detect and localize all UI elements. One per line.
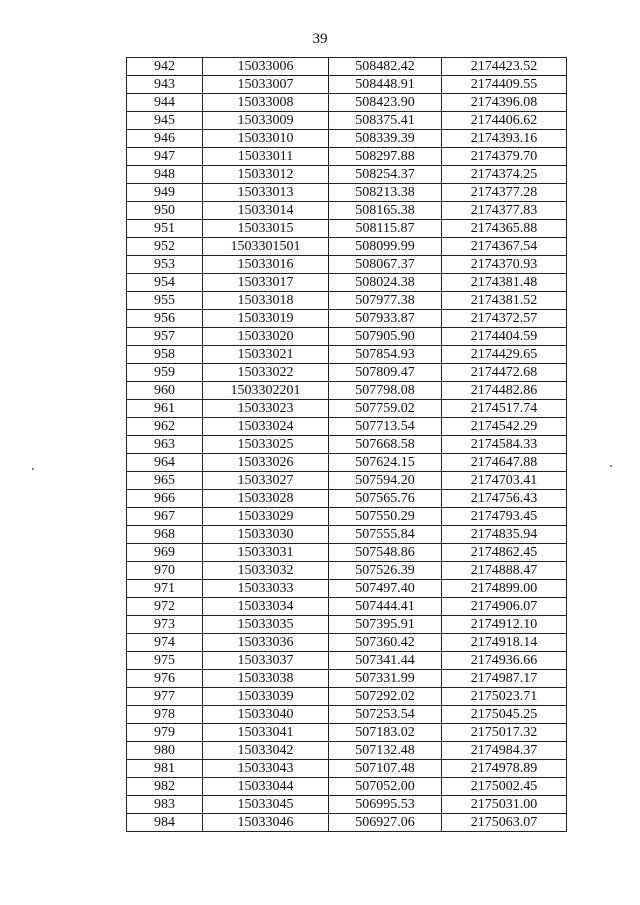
table-row [127, 544, 567, 562]
table-row [127, 292, 567, 310]
y-coordinate-cell: 2174370.93 [442, 256, 567, 274]
y-coordinate-cell: 2174936.66 [442, 652, 567, 670]
table-row [127, 400, 567, 418]
table-row [127, 526, 567, 544]
table-row [127, 454, 567, 472]
table-row [127, 148, 567, 166]
y-coordinate-cell: 2175031.00 [442, 796, 567, 814]
coordinates-table-container [126, 57, 567, 832]
row-number-cell: 949 [127, 184, 203, 202]
row-number-cell: 967 [127, 508, 203, 526]
y-coordinate-cell: 2174429.65 [442, 346, 567, 364]
row-number-cell: 948 [127, 166, 203, 184]
x-coordinate-cell: 507132.48 [329, 742, 442, 760]
y-coordinate-cell: 2174404.59 [442, 328, 567, 346]
point-id-cell: 15033032 [203, 562, 329, 580]
x-coordinate-cell: 507905.90 [329, 328, 442, 346]
row-number-cell: 962 [127, 418, 203, 436]
row-number-cell: 959 [127, 364, 203, 382]
table-row [127, 814, 567, 832]
table-row [127, 220, 567, 238]
table-row [127, 796, 567, 814]
point-id-cell: 15033045 [203, 796, 329, 814]
y-coordinate-cell: 2175045.25 [442, 706, 567, 724]
y-coordinate-cell: 2174978.89 [442, 760, 567, 778]
y-coordinate-cell: 2175017.32 [442, 724, 567, 742]
y-coordinate-cell: 2174984.37 [442, 742, 567, 760]
y-coordinate-cell: 2175002.45 [442, 778, 567, 796]
x-coordinate-cell: 507253.54 [329, 706, 442, 724]
table-row [127, 184, 567, 202]
table-row [127, 760, 567, 778]
x-coordinate-cell: 507668.58 [329, 436, 442, 454]
y-coordinate-cell: 2174756.43 [442, 490, 567, 508]
table-row [127, 130, 567, 148]
row-number-cell: 963 [127, 436, 203, 454]
table-row [127, 274, 567, 292]
table-row [127, 94, 567, 112]
point-id-cell: 1503301501 [203, 238, 329, 256]
row-number-cell: 984 [127, 814, 203, 832]
x-coordinate-cell: 508482.42 [329, 58, 442, 76]
table-row [127, 256, 567, 274]
row-number-cell: 953 [127, 256, 203, 274]
row-number-cell: 945 [127, 112, 203, 130]
point-id-cell: 15033034 [203, 598, 329, 616]
y-coordinate-cell: 2174647.88 [442, 454, 567, 472]
row-number-cell: 974 [127, 634, 203, 652]
point-id-cell: 15033008 [203, 94, 329, 112]
y-coordinate-cell: 2174912.10 [442, 616, 567, 634]
point-id-cell: 1503302201 [203, 382, 329, 400]
row-number-cell: 964 [127, 454, 203, 472]
row-number-cell: 957 [127, 328, 203, 346]
row-number-cell: 979 [127, 724, 203, 742]
table-row [127, 652, 567, 670]
x-coordinate-cell: 508024.38 [329, 274, 442, 292]
table-row [127, 58, 567, 76]
x-coordinate-cell: 507444.41 [329, 598, 442, 616]
y-coordinate-cell: 2174396.08 [442, 94, 567, 112]
x-coordinate-cell: 507550.29 [329, 508, 442, 526]
point-id-cell: 15033039 [203, 688, 329, 706]
x-coordinate-cell: 507052.00 [329, 778, 442, 796]
point-id-cell: 15033023 [203, 400, 329, 418]
table-row [127, 742, 567, 760]
point-id-cell: 15033038 [203, 670, 329, 688]
y-coordinate-cell: 2174372.57 [442, 310, 567, 328]
x-coordinate-cell: 507713.54 [329, 418, 442, 436]
table-row [127, 364, 567, 382]
x-coordinate-cell: 507933.87 [329, 310, 442, 328]
row-number-cell: 950 [127, 202, 203, 220]
x-coordinate-cell: 507331.99 [329, 670, 442, 688]
x-coordinate-cell: 507854.93 [329, 346, 442, 364]
x-coordinate-cell: 507360.42 [329, 634, 442, 652]
x-coordinate-cell: 508448.91 [329, 76, 442, 94]
x-coordinate-cell: 507594.20 [329, 472, 442, 490]
point-id-cell: 15033044 [203, 778, 329, 796]
point-id-cell: 15033012 [203, 166, 329, 184]
x-coordinate-cell: 507555.84 [329, 526, 442, 544]
x-coordinate-cell: 506927.06 [329, 814, 442, 832]
x-coordinate-cell: 507798.08 [329, 382, 442, 400]
row-number-cell: 944 [127, 94, 203, 112]
row-number-cell: 983 [127, 796, 203, 814]
row-number-cell: 977 [127, 688, 203, 706]
x-coordinate-cell: 507183.02 [329, 724, 442, 742]
table-row [127, 508, 567, 526]
point-id-cell: 15033017 [203, 274, 329, 292]
row-number-cell: 971 [127, 580, 203, 598]
row-number-cell: 975 [127, 652, 203, 670]
y-coordinate-cell: 2174862.45 [442, 544, 567, 562]
x-coordinate-cell: 507526.39 [329, 562, 442, 580]
point-id-cell: 15033035 [203, 616, 329, 634]
point-id-cell: 15033013 [203, 184, 329, 202]
row-number-cell: 966 [127, 490, 203, 508]
point-id-cell: 15033041 [203, 724, 329, 742]
row-number-cell: 980 [127, 742, 203, 760]
y-coordinate-cell: 2175023.71 [442, 688, 567, 706]
x-coordinate-cell: 508254.37 [329, 166, 442, 184]
page-number: 39 [312, 31, 328, 47]
x-coordinate-cell: 508297.88 [329, 148, 442, 166]
point-id-cell: 15033042 [203, 742, 329, 760]
row-number-cell: 956 [127, 310, 203, 328]
y-coordinate-cell: 2174888.47 [442, 562, 567, 580]
point-id-cell: 15033018 [203, 292, 329, 310]
row-number-cell: 982 [127, 778, 203, 796]
y-coordinate-cell: 2174472.68 [442, 364, 567, 382]
point-id-cell: 15033029 [203, 508, 329, 526]
table-row [127, 706, 567, 724]
point-id-cell: 15033016 [203, 256, 329, 274]
table-row [127, 310, 567, 328]
row-number-cell: 965 [127, 472, 203, 490]
x-coordinate-cell: 508165.38 [329, 202, 442, 220]
table-row [127, 436, 567, 454]
y-coordinate-cell: 2174835.94 [442, 526, 567, 544]
x-coordinate-cell: 506995.53 [329, 796, 442, 814]
row-number-cell: 972 [127, 598, 203, 616]
table-row [127, 346, 567, 364]
x-coordinate-cell: 507624.15 [329, 454, 442, 472]
row-number-cell: 954 [127, 274, 203, 292]
point-id-cell: 15033025 [203, 436, 329, 454]
point-id-cell: 15033028 [203, 490, 329, 508]
point-id-cell: 15033015 [203, 220, 329, 238]
table-row [127, 634, 567, 652]
point-id-cell: 15033037 [203, 652, 329, 670]
row-number-cell: 969 [127, 544, 203, 562]
coordinates-table [126, 57, 567, 832]
y-coordinate-cell: 2174374.25 [442, 166, 567, 184]
y-coordinate-cell: 2174542.29 [442, 418, 567, 436]
table-row [127, 472, 567, 490]
table-row [127, 166, 567, 184]
row-number-cell: 978 [127, 706, 203, 724]
coordinates-table-body [127, 58, 567, 832]
y-coordinate-cell: 2174899.00 [442, 580, 567, 598]
x-coordinate-cell: 507565.76 [329, 490, 442, 508]
y-coordinate-cell: 2174409.55 [442, 76, 567, 94]
point-id-cell: 15033036 [203, 634, 329, 652]
table-row [127, 382, 567, 400]
table-row [127, 562, 567, 580]
x-coordinate-cell: 507341.44 [329, 652, 442, 670]
x-coordinate-cell: 508099.99 [329, 238, 442, 256]
row-number-cell: 970 [127, 562, 203, 580]
point-id-cell: 15033026 [203, 454, 329, 472]
point-id-cell: 15033020 [203, 328, 329, 346]
table-row [127, 688, 567, 706]
x-coordinate-cell: 507395.91 [329, 616, 442, 634]
y-coordinate-cell: 2174367.54 [442, 238, 567, 256]
x-coordinate-cell: 507977.38 [329, 292, 442, 310]
y-coordinate-cell: 2174517.74 [442, 400, 567, 418]
row-number-cell: 981 [127, 760, 203, 778]
point-id-cell: 15033011 [203, 148, 329, 166]
scan-speck [32, 468, 34, 470]
point-id-cell: 15033046 [203, 814, 329, 832]
x-coordinate-cell: 508213.38 [329, 184, 442, 202]
point-id-cell: 15033021 [203, 346, 329, 364]
y-coordinate-cell: 2174406.62 [442, 112, 567, 130]
y-coordinate-cell: 2174918.14 [442, 634, 567, 652]
table-row [127, 598, 567, 616]
point-id-cell: 15033009 [203, 112, 329, 130]
x-coordinate-cell: 508339.39 [329, 130, 442, 148]
y-coordinate-cell: 2175063.07 [442, 814, 567, 832]
y-coordinate-cell: 2174377.83 [442, 202, 567, 220]
point-id-cell: 15033024 [203, 418, 329, 436]
x-coordinate-cell: 508423.90 [329, 94, 442, 112]
scan-speck [610, 465, 612, 467]
y-coordinate-cell: 2174377.28 [442, 184, 567, 202]
y-coordinate-cell: 2174379.70 [442, 148, 567, 166]
point-id-cell: 15033040 [203, 706, 329, 724]
x-coordinate-cell: 507107.48 [329, 760, 442, 778]
row-number-cell: 946 [127, 130, 203, 148]
row-number-cell: 952 [127, 238, 203, 256]
y-coordinate-cell: 2174987.17 [442, 670, 567, 688]
y-coordinate-cell: 2174906.07 [442, 598, 567, 616]
table-row [127, 328, 567, 346]
point-id-cell: 15033043 [203, 760, 329, 778]
table-row [127, 724, 567, 742]
table-row [127, 202, 567, 220]
row-number-cell: 958 [127, 346, 203, 364]
row-number-cell: 976 [127, 670, 203, 688]
x-coordinate-cell: 507759.02 [329, 400, 442, 418]
y-coordinate-cell: 2174381.48 [442, 274, 567, 292]
row-number-cell: 973 [127, 616, 203, 634]
point-id-cell: 15033019 [203, 310, 329, 328]
y-coordinate-cell: 2174423.52 [442, 58, 567, 76]
point-id-cell: 15033027 [203, 472, 329, 490]
x-coordinate-cell: 507809.47 [329, 364, 442, 382]
x-coordinate-cell: 508375.41 [329, 112, 442, 130]
point-id-cell: 15033022 [203, 364, 329, 382]
table-row [127, 238, 567, 256]
row-number-cell: 943 [127, 76, 203, 94]
y-coordinate-cell: 2174793.45 [442, 508, 567, 526]
x-coordinate-cell: 507292.02 [329, 688, 442, 706]
row-number-cell: 951 [127, 220, 203, 238]
table-row [127, 418, 567, 436]
table-row [127, 670, 567, 688]
row-number-cell: 955 [127, 292, 203, 310]
x-coordinate-cell: 507497.40 [329, 580, 442, 598]
point-id-cell: 15033033 [203, 580, 329, 598]
point-id-cell: 15033014 [203, 202, 329, 220]
table-row [127, 580, 567, 598]
row-number-cell: 968 [127, 526, 203, 544]
y-coordinate-cell: 2174365.88 [442, 220, 567, 238]
table-row [127, 616, 567, 634]
table-row [127, 490, 567, 508]
y-coordinate-cell: 2174584.33 [442, 436, 567, 454]
y-coordinate-cell: 2174393.16 [442, 130, 567, 148]
point-id-cell: 15033007 [203, 76, 329, 94]
y-coordinate-cell: 2174482.86 [442, 382, 567, 400]
point-id-cell: 15033031 [203, 544, 329, 562]
y-coordinate-cell: 2174703.41 [442, 472, 567, 490]
row-number-cell: 961 [127, 400, 203, 418]
table-row [127, 76, 567, 94]
point-id-cell: 15033030 [203, 526, 329, 544]
x-coordinate-cell: 508115.87 [329, 220, 442, 238]
table-row [127, 112, 567, 130]
point-id-cell: 15033006 [203, 58, 329, 76]
row-number-cell: 960 [127, 382, 203, 400]
point-id-cell: 15033010 [203, 130, 329, 148]
x-coordinate-cell: 507548.86 [329, 544, 442, 562]
y-coordinate-cell: 2174381.52 [442, 292, 567, 310]
table-row [127, 778, 567, 796]
x-coordinate-cell: 508067.37 [329, 256, 442, 274]
row-number-cell: 947 [127, 148, 203, 166]
row-number-cell: 942 [127, 58, 203, 76]
